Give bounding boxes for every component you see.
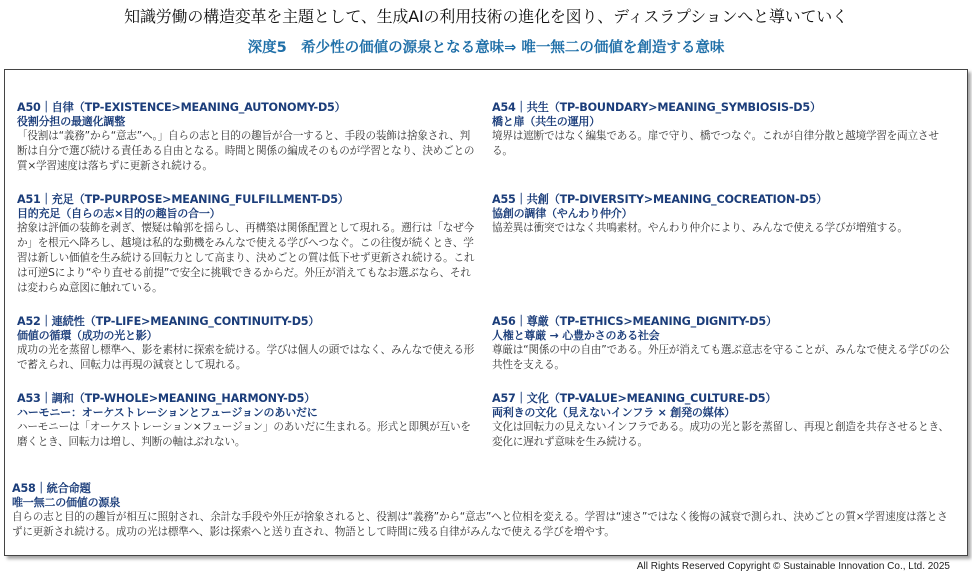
item-subtitle: ハーモニー：オーケストレーションとフュージョンのあいだに — [17, 406, 318, 419]
content-frame — [4, 69, 968, 556]
item-body: 捨象は評価の装飾を剥ぎ、懐疑は輪郭を揺らし、再構築は関係配置として現れる。遡行は「なぜ今か」を根元へ降ろし、越境は私的な動機をみんなで使える学びへつなぐ。この往復が続くとき、学習は新しい価値を生み続ける回転力として高まり、決めごとの質は低下せず更新され続ける。これは可逆Sにより“やり直せる前提”で安全に挑戦できるからだ。外圧が消えてもなお選ぶなら、それは変わらぬ意図に触れている。 — [17, 222, 475, 294]
item-body: 「役割は“義務”から“意志”へ。」自らの志と目的の趣旨が合一すると、手段の装飾は捨象され、判断は自分で選び続ける責任ある自由となる。時間と関係の編成そのものが学習となり、決めごとの質×学習速度は落ちずに更新され続ける。 — [17, 130, 475, 172]
item-subtitle: 両利きの文化（見えないインフラ × 創発の媒体） — [492, 406, 736, 419]
item-title: A50｜自律（TP-EXISTENCE>MEANING_AUTONOMY-D5） — [17, 101, 346, 114]
item-a52 — [17, 315, 479, 373]
item-body: 成功の光を蒸留し標準へ、影を素材に探索を続ける。学びは個人の頭ではなく、みんなで使える形で蓄えられ、回転力は再現の減衰として現れる。 — [17, 344, 475, 371]
item-a56 — [492, 315, 954, 373]
item-title: A51｜充足（TP-PURPOSE>MEANING_FULFILLMENT-D5） — [17, 193, 349, 206]
item-subtitle: 橋と扉（共生の運用） — [492, 115, 600, 128]
copyright-notice: All Rights Reserved Copyright © Sustainable Innovation Co., Ltd. 2025 — [636, 561, 950, 572]
item-subtitle: 協創の調律（やんわり仲介） — [492, 207, 633, 220]
item-title: A55｜共創（TP-DIVERSITY>MEANING_COCREATION-D5） — [492, 193, 828, 206]
item-body: 自らの志と目的の趣旨が相互に照射され、余計な手段や外圧が捨象されると、役割は“義務”から“意志”へと位相を変える。学習は“速さ”ではなく後悔の減衰で測られ、決めごとの質×学習速度は落とさずに更新され続ける。成功の光は標準へ、影は探索へと送り直され、物語として時間に残る自律がみんなで使える学びを増やす。 — [12, 511, 948, 538]
item-subtitle: 唯一無二の価値の源泉 — [12, 496, 120, 509]
item-body: 協差異は衝突ではなく共鳴素材。やんわり仲介により、みんなで使える学びが増殖する。 — [492, 222, 908, 234]
item-subtitle: 価値の循環（成功の光と影） — [17, 329, 158, 342]
item-body: 境界は遮断ではなく編集である。扉で守り、橋でつなぐ。これが自律分散と越境学習を両立させる。 — [492, 130, 939, 157]
item-body: 尊厳は“関係の中の自由”である。外圧が消えても選ぶ意志を守ることが、みんなで使える学びの公共性を支える。 — [492, 344, 950, 371]
item-a57 — [492, 392, 954, 450]
page-title: 知識労働の構造変革を主題として、生成AIの利用技術の進化を図り、ディスラプションへと導いていく — [124, 7, 848, 26]
item-title: A52｜連続性（TP-LIFE>MEANING_CONTINUITY-D5） — [17, 315, 320, 328]
item-a58 — [12, 482, 952, 540]
item-title: A53｜調和（TP-WHOLE>MEANING_HARMONY-D5） — [17, 392, 316, 405]
item-a54 — [492, 101, 954, 159]
item-title: A54｜共生（TP-BOUNDARY>MEANING_SYMBIOSIS-D5） — [492, 101, 821, 114]
item-a50 — [17, 101, 479, 174]
item-title: A57｜文化（TP-VALUE>MEANING_CULTURE-D5） — [492, 392, 777, 405]
item-a53 — [17, 392, 479, 450]
page-subtitle: 深度5 希少性の価値の源泉となる意味⇒ 唯一無二の価値を創造する意味 — [247, 40, 725, 56]
item-a51 — [17, 193, 479, 296]
item-subtitle: 人権と尊厳 → 心豊かさのある社会 — [492, 329, 660, 342]
item-a55 — [492, 193, 954, 236]
item-body: ハーモニーは「オーケストレーション×フュージョン」のあいだに生まれる。形式と即興が互いを磨くとき、回転力は増し、判断の軸はぶれない。 — [17, 421, 471, 448]
item-body: 文化は回転力の見えないインフラである。成功の光と影を蒸留し、再現と創造を共存させるとき、変化に遅れず意味を生み続ける。 — [492, 421, 949, 448]
item-subtitle: 目的充足（自らの志×目的の趣旨の合一） — [17, 207, 221, 220]
item-title: A58｜統合命題 — [12, 482, 91, 495]
item-title: A56｜尊厳（TP-ETHICS>MEANING_DIGNITY-D5） — [492, 315, 777, 328]
item-subtitle: 役割分担の最適化調整 — [17, 115, 125, 128]
